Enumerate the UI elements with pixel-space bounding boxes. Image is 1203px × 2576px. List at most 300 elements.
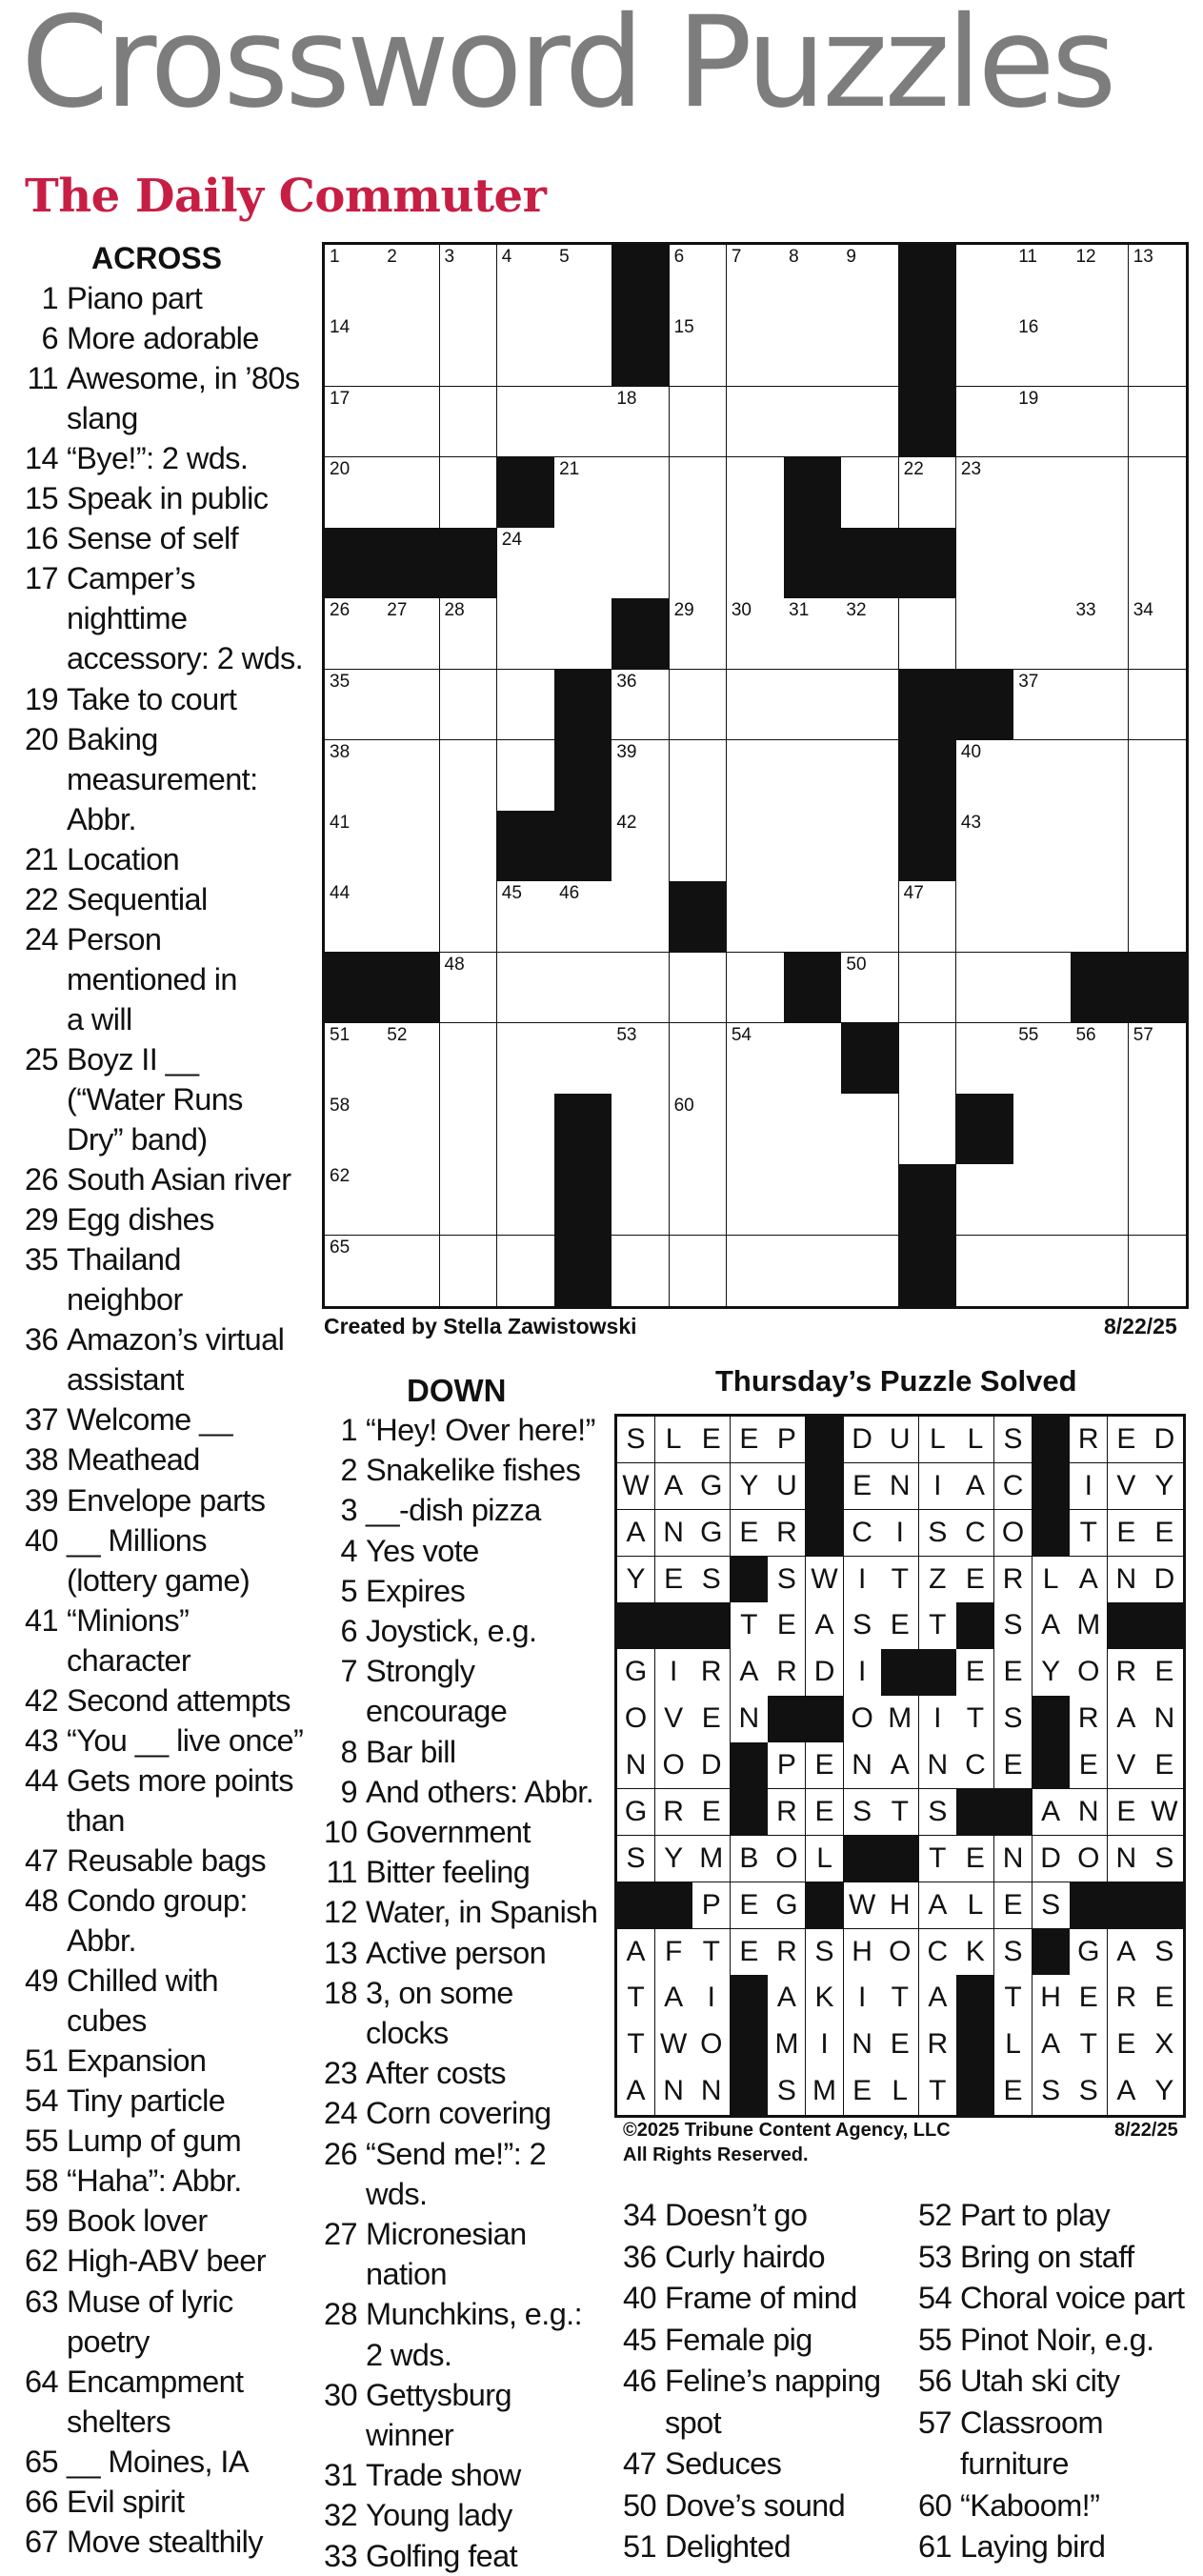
clue-item[interactable] [312, 2375, 511, 2455]
clue-item[interactable] [11, 1399, 232, 1439]
clue-number: 12 [324, 1895, 357, 1930]
grid-cell[interactable] [1129, 387, 1186, 458]
grid-cell[interactable] [612, 1164, 670, 1236]
solution-block [956, 1975, 994, 2022]
clue-item[interactable] [610, 2526, 791, 2568]
grid-cell[interactable] [325, 1236, 383, 1307]
grid-cell[interactable] [382, 1236, 440, 1307]
grid-cell[interactable] [956, 1164, 1014, 1236]
grid-cell[interactable] [440, 1023, 498, 1095]
grid-cell[interactable] [1129, 670, 1186, 741]
grid-cell[interactable] [554, 881, 612, 953]
clue-item[interactable] [312, 2093, 551, 2133]
grid-cell[interactable] [670, 457, 728, 529]
clue-item[interactable] [312, 1772, 593, 1812]
clue-item[interactable] [312, 2536, 517, 2576]
grid-cell[interactable] [727, 740, 785, 812]
clue-item[interactable] [905, 2195, 1110, 2237]
clue-item[interactable] [11, 1480, 265, 1520]
clue-number: 30 [324, 2377, 357, 2412]
grid-cell[interactable] [497, 387, 555, 458]
grid-cell[interactable] [612, 528, 670, 599]
grid-cell[interactable] [612, 670, 670, 741]
grid-cell[interactable] [727, 953, 785, 1024]
grid-cell[interactable] [1013, 598, 1072, 670]
grid-cell[interactable] [841, 387, 899, 458]
grid-cell[interactable] [497, 1094, 555, 1165]
clue-item[interactable] [312, 2214, 527, 2294]
solution-letter: D [1145, 1417, 1183, 1463]
grid-cell[interactable] [1013, 811, 1072, 882]
grid-cell[interactable] [670, 1023, 728, 1095]
clue-item[interactable] [312, 1732, 456, 1772]
grid-cell[interactable] [325, 245, 383, 316]
clue-item[interactable] [610, 2237, 825, 2279]
grid-cell[interactable] [670, 245, 728, 316]
clue-text-line: slang [67, 401, 138, 436]
grid-cell[interactable] [841, 881, 899, 953]
clue-item[interactable] [11, 879, 208, 919]
clue-item[interactable] [11, 2241, 266, 2281]
clue-item[interactable] [905, 2278, 1184, 2320]
grid-cell[interactable] [670, 740, 728, 812]
clue-item[interactable] [11, 2362, 243, 2442]
cell-number: 48 [444, 954, 465, 975]
grid-cell[interactable] [497, 315, 555, 387]
grid-cell[interactable] [382, 387, 440, 458]
grid-cell[interactable] [440, 811, 498, 882]
grid-cell[interactable] [1071, 387, 1129, 458]
grid-cell[interactable] [956, 740, 1014, 812]
clue-item[interactable] [11, 2201, 208, 2241]
grid-cell[interactable] [1129, 315, 1186, 387]
grid-cell[interactable] [1071, 881, 1129, 953]
grid-cell[interactable] [1071, 1094, 1129, 1165]
grid-cell[interactable] [1129, 528, 1186, 599]
grid-cell[interactable] [440, 670, 498, 741]
grid-cell[interactable] [612, 740, 670, 812]
grid-cell[interactable] [612, 1236, 670, 1307]
grid-cell[interactable] [612, 1023, 670, 1095]
grid-cell[interactable] [497, 245, 555, 316]
grid-cell[interactable] [1013, 245, 1072, 316]
grid-cell[interactable] [325, 1164, 383, 1236]
grid-cell[interactable] [325, 881, 383, 953]
grid-cell[interactable] [841, 315, 899, 387]
grid-cell[interactable] [670, 598, 728, 670]
clue-item[interactable] [11, 558, 303, 678]
grid-cell[interactable] [325, 387, 383, 458]
grid-cell[interactable] [497, 598, 555, 670]
clue-item[interactable] [905, 2237, 1134, 2279]
grid-cell[interactable] [440, 953, 498, 1024]
grid-cell[interactable] [899, 881, 957, 953]
grid-cell[interactable] [1129, 1023, 1186, 1095]
grid-cell[interactable] [325, 670, 383, 741]
clue-number: 62 [25, 2244, 58, 2279]
grid-cell[interactable] [784, 387, 842, 458]
grid-cell[interactable] [1013, 1094, 1072, 1165]
grid-cell[interactable] [1129, 1164, 1186, 1236]
grid-cell[interactable] [382, 670, 440, 741]
clue-item[interactable] [11, 2282, 233, 2362]
grid-cell[interactable] [784, 670, 842, 741]
grid-cell[interactable] [497, 1164, 555, 1236]
grid-cell[interactable] [956, 457, 1014, 529]
grid-cell[interactable] [841, 245, 899, 316]
solution-letter: G [1070, 1929, 1108, 1976]
grid-cell[interactable] [1013, 315, 1072, 387]
grid-cell[interactable] [1071, 1023, 1129, 1095]
grid-cell[interactable] [554, 953, 612, 1024]
clue-item[interactable] [11, 2041, 206, 2081]
grid-cell[interactable] [670, 315, 728, 387]
clue-item[interactable] [312, 2053, 506, 2093]
grid-cell[interactable] [784, 1023, 842, 1095]
grid-cell[interactable] [497, 881, 555, 953]
clue-item[interactable] [610, 2195, 807, 2237]
clue-item[interactable] [11, 1721, 303, 1761]
clue-item[interactable] [312, 1531, 479, 1571]
grid-cell[interactable] [727, 245, 785, 316]
clue-item[interactable] [905, 2485, 1099, 2527]
clue-item[interactable] [312, 1571, 465, 1611]
grid-cell[interactable] [1129, 1236, 1186, 1307]
clue-item[interactable] [11, 2482, 184, 2522]
clue-item[interactable] [11, 1841, 266, 1881]
grid-cell[interactable] [325, 598, 383, 670]
grid-cell[interactable] [497, 953, 555, 1024]
grid-cell[interactable] [1071, 528, 1129, 599]
cell-number: 42 [616, 813, 637, 834]
grid-cell[interactable] [440, 1164, 498, 1236]
solution-letter: W [806, 1557, 844, 1603]
grid-cell[interactable] [1013, 953, 1072, 1024]
clue-text-line: Joystick, e.g. [366, 1614, 537, 1648]
grid-cell[interactable] [784, 1164, 842, 1236]
grid-cell[interactable] [899, 598, 957, 670]
grid-cell[interactable] [1129, 457, 1186, 529]
grid-cell[interactable] [841, 457, 899, 529]
grid-cell[interactable] [727, 1164, 785, 1236]
clue-item[interactable] [610, 2444, 781, 2485]
grid-cell[interactable] [382, 457, 440, 529]
clue-item[interactable] [11, 2522, 263, 2562]
grid-cell[interactable] [382, 245, 440, 316]
grid-cell[interactable] [670, 670, 728, 741]
solution-letter: C [956, 1510, 994, 1557]
grid-cell[interactable] [440, 245, 498, 316]
grid-cell[interactable] [1129, 881, 1186, 953]
clue-item[interactable] [312, 1852, 530, 1892]
grid-cell[interactable] [1013, 387, 1072, 458]
clue-item[interactable] [11, 1600, 190, 1680]
grid-cell[interactable] [727, 598, 785, 670]
clue-item[interactable] [312, 1490, 541, 1530]
grid-cell[interactable] [841, 740, 899, 812]
grid-cell[interactable] [382, 1094, 440, 1165]
clue-item[interactable] [11, 2161, 242, 2201]
grid-cell[interactable] [841, 1164, 899, 1236]
clue-item[interactable] [312, 1812, 531, 1852]
grid-cell[interactable] [727, 1236, 785, 1307]
grid-cell[interactable] [841, 1094, 899, 1165]
clue-item[interactable] [312, 2455, 521, 2495]
clue-item[interactable] [11, 358, 300, 438]
clue-item[interactable] [610, 2320, 812, 2362]
grid-cell[interactable] [1013, 740, 1072, 812]
grid-cell[interactable] [899, 457, 957, 529]
grid-cell[interactable] [727, 528, 785, 599]
clue-item[interactable] [11, 1159, 291, 1199]
grid-cell[interactable] [1129, 1094, 1186, 1165]
grid-cell[interactable] [1129, 811, 1186, 882]
grid-cell[interactable] [382, 881, 440, 953]
clue-text-line: Golfing feat [366, 2538, 518, 2573]
grid-cell[interactable] [440, 881, 498, 953]
grid-cell[interactable] [1013, 670, 1072, 741]
clue-item[interactable] [11, 1961, 218, 2041]
grid-cell[interactable] [1013, 1164, 1072, 1236]
grid-cell[interactable] [1071, 1164, 1129, 1236]
grid-cell[interactable] [1071, 457, 1129, 529]
clue-item[interactable] [312, 2134, 546, 2214]
clue-item[interactable] [312, 2495, 512, 2535]
clue-item[interactable] [11, 1761, 293, 1841]
grid-cell[interactable] [670, 1164, 728, 1236]
grid-cell[interactable] [1013, 881, 1072, 953]
grid-cell[interactable] [1071, 598, 1129, 670]
grid-cell[interactable] [382, 1164, 440, 1236]
grid-cell[interactable] [841, 1236, 899, 1307]
grid-cell[interactable] [497, 528, 555, 599]
grid-cell[interactable] [899, 1023, 957, 1095]
grid-cell[interactable] [956, 598, 1014, 670]
clue-item[interactable] [312, 1410, 595, 1450]
grid-cell[interactable] [727, 387, 785, 458]
grid-cell[interactable] [784, 1236, 842, 1307]
solution-letter: E [1108, 2022, 1146, 2068]
clue-item[interactable] [312, 1973, 513, 2053]
grid-cell[interactable] [554, 387, 612, 458]
grid-cell[interactable] [784, 598, 842, 670]
grid-cell[interactable] [497, 1023, 555, 1095]
clue-item[interactable] [11, 1319, 284, 1399]
grid-cell[interactable] [727, 811, 785, 882]
clue-item[interactable] [11, 1199, 214, 1239]
grid-cell[interactable] [670, 953, 728, 1024]
grid-cell[interactable] [956, 1236, 1014, 1307]
grid-cell[interactable] [554, 1023, 612, 1095]
clue-item[interactable] [11, 1039, 243, 1159]
clue-text-line: More adorable [67, 321, 259, 356]
clue-text [67, 1159, 291, 1199]
solution-letter: N [655, 2068, 693, 2115]
grid-cell[interactable] [727, 1023, 785, 1095]
grid-cell[interactable] [727, 315, 785, 387]
cell-number: 13 [1133, 247, 1153, 267]
clue-number: 25 [25, 1041, 58, 1077]
grid-cell[interactable] [325, 811, 383, 882]
grid-cell[interactable] [841, 670, 899, 741]
clue-number: 21 [25, 841, 58, 876]
grid-cell[interactable] [382, 598, 440, 670]
clue-item[interactable] [610, 2485, 845, 2527]
grid-cell[interactable] [382, 740, 440, 812]
grid-cell[interactable] [554, 598, 612, 670]
grid-cell[interactable] [1129, 740, 1186, 812]
grid-cell[interactable] [784, 1094, 842, 1165]
grid-cell[interactable] [1013, 1023, 1072, 1095]
clue-item[interactable] [11, 438, 248, 478]
grid-cell[interactable] [497, 740, 555, 812]
solution-block [731, 2022, 769, 2068]
grid-cell[interactable] [1071, 811, 1129, 882]
grid-cell[interactable] [899, 953, 957, 1024]
clue-item[interactable] [11, 1439, 200, 1479]
solution-block [994, 1789, 1033, 1836]
grid-cell[interactable] [382, 811, 440, 882]
clue-item[interactable] [11, 518, 238, 558]
solution-letter: E [731, 1882, 769, 1929]
clue-item[interactable] [11, 2442, 249, 2482]
clue-item[interactable] [11, 2081, 225, 2121]
clue-item[interactable] [11, 1881, 248, 1961]
clue-text-line: Frame of mind [665, 2281, 857, 2315]
grid-cell[interactable] [497, 1236, 555, 1307]
clue-text [67, 1480, 265, 1520]
clue-item[interactable] [905, 2403, 1103, 2485]
grid-cell[interactable] [956, 528, 1014, 599]
grid-cell[interactable] [554, 245, 612, 316]
grid-cell[interactable] [382, 315, 440, 387]
grid-cell[interactable] [440, 1236, 498, 1307]
solution-block [806, 1417, 844, 1463]
solution-letter: N [692, 2068, 731, 2115]
grid-cell[interactable] [554, 315, 612, 387]
grid-cell[interactable] [1071, 670, 1129, 741]
clue-item[interactable] [11, 278, 202, 318]
clue-item[interactable] [905, 2320, 1154, 2362]
grid-cell[interactable] [956, 315, 1014, 387]
clue-text-line: Gettysburg [366, 2377, 511, 2412]
grid-cell[interactable] [1013, 1236, 1072, 1307]
clue-item[interactable] [11, 1520, 250, 1600]
grid-cell[interactable] [670, 1094, 728, 1165]
clue-item[interactable] [11, 1239, 183, 1319]
grid-cell[interactable] [727, 881, 785, 953]
grid-cell[interactable] [727, 1094, 785, 1165]
grid-cell[interactable] [440, 1094, 498, 1165]
grid-cell[interactable] [554, 528, 612, 599]
clue-item[interactable] [610, 2278, 857, 2320]
grid-cell[interactable] [1013, 528, 1072, 599]
grid-cell[interactable] [440, 315, 498, 387]
clue-item[interactable] [11, 719, 258, 839]
grid-cell[interactable] [382, 1023, 440, 1095]
grid-cell[interactable] [1071, 315, 1129, 387]
grid-cell[interactable] [612, 387, 670, 458]
grid-cell[interactable] [325, 1023, 383, 1095]
grid-cell[interactable] [325, 740, 383, 812]
grid-cell[interactable] [956, 245, 1014, 316]
clue-text-line: Water, in Spanish [366, 1895, 598, 1930]
grid-cell[interactable] [325, 1094, 383, 1165]
clue-item[interactable] [11, 318, 259, 358]
clue-item[interactable] [312, 1651, 507, 1731]
solution-letter: S [1033, 1882, 1071, 1929]
grid-cell[interactable] [1071, 245, 1129, 316]
grid-cell[interactable] [612, 1094, 670, 1165]
grid-cell[interactable] [554, 457, 612, 529]
grid-cell[interactable] [1013, 457, 1072, 529]
grid-cell[interactable] [727, 670, 785, 741]
grid-cell[interactable] [956, 881, 1014, 953]
clue-item[interactable] [610, 2361, 881, 2444]
grid-cell[interactable] [612, 811, 670, 882]
cell-number: 56 [1075, 1024, 1096, 1045]
grid-cell[interactable] [497, 670, 555, 741]
grid-cell[interactable] [670, 528, 728, 599]
grid-cell[interactable] [1071, 1236, 1129, 1307]
grid-cell[interactable] [670, 811, 728, 882]
grid-cell[interactable] [956, 1023, 1014, 1095]
grid-cell[interactable] [440, 457, 498, 529]
grid-cell[interactable] [1129, 598, 1186, 670]
grid-cell[interactable] [841, 953, 899, 1024]
grid-cell[interactable] [670, 387, 728, 458]
grid-cell[interactable] [727, 457, 785, 529]
grid-cell[interactable] [784, 245, 842, 316]
clue-item[interactable] [11, 2121, 241, 2161]
grid-cell[interactable] [841, 598, 899, 670]
grid-cell[interactable] [956, 811, 1014, 882]
grid-cell[interactable] [784, 315, 842, 387]
clue-item[interactable] [312, 2294, 582, 2374]
grid-cell[interactable] [612, 881, 670, 953]
grid-cell[interactable] [956, 953, 1014, 1024]
clue-item[interactable] [905, 2361, 1119, 2403]
grid-cell[interactable] [440, 387, 498, 458]
clue-item[interactable] [11, 839, 179, 879]
grid-cell[interactable] [612, 953, 670, 1024]
clue-item[interactable] [11, 919, 237, 1039]
grid-cell[interactable] [841, 811, 899, 882]
grid-cell[interactable] [325, 315, 383, 387]
clue-item[interactable] [905, 2526, 1105, 2568]
grid-cell[interactable] [612, 457, 670, 529]
clue-item[interactable] [312, 1450, 580, 1490]
grid-cell[interactable] [784, 811, 842, 882]
grid-cell[interactable] [1071, 740, 1129, 812]
grid-cell[interactable] [956, 387, 1014, 458]
clue-text-line: Snakelike fishes [366, 1453, 581, 1488]
grid-cell[interactable] [1129, 245, 1186, 316]
grid-cell[interactable] [784, 881, 842, 953]
grid-cell[interactable] [670, 1236, 728, 1307]
clue-item[interactable] [312, 1611, 536, 1651]
clue-item[interactable] [312, 1892, 597, 1932]
clue-item[interactable] [11, 1680, 291, 1721]
grid-cell[interactable] [899, 1094, 957, 1165]
clue-item[interactable] [11, 679, 236, 719]
grid-cell[interactable] [440, 740, 498, 812]
grid-cell[interactable] [325, 457, 383, 529]
clue-item[interactable] [312, 1933, 546, 1973]
clue-item[interactable] [11, 478, 268, 518]
grid-cell[interactable] [440, 598, 498, 670]
grid-cell[interactable] [784, 740, 842, 812]
